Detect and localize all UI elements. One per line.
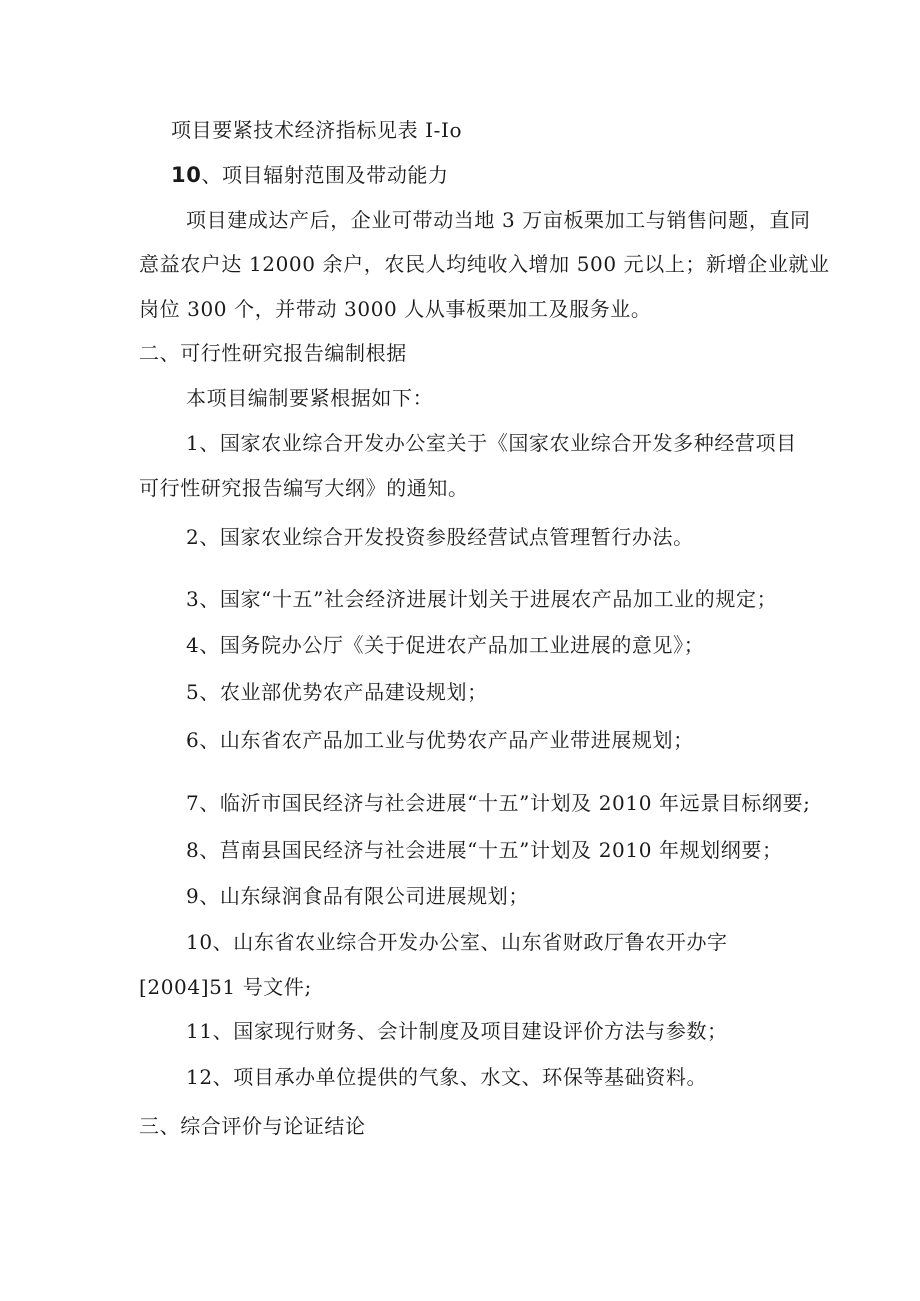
section-10-title: 、项目辐射范围及带动能力 xyxy=(201,163,449,187)
section-2-heading: 二、可行性研究报告编制根据 xyxy=(139,341,407,365)
basis-item-1-line-1: 1、国家农业综合开发办公室关于《国家农业综合开发多种经营项目 xyxy=(186,431,797,455)
basis-item-7: 7、临沂市国民经济与社会进展“十五”计划及 2010 年远景目标纲要; xyxy=(186,791,811,815)
table-reference: 项目要紧技术经济指标见表 I-Io xyxy=(171,118,463,142)
basis-item-8: 8、莒南县国民经济与社会进展“十五”计划及 2010 年规划纲要； xyxy=(186,838,783,862)
basis-item-3: 3、国家“十五”社会经济进展计划关于进展农产品加工业的规定； xyxy=(186,587,778,611)
section-10-number: 10 xyxy=(171,163,202,187)
basis-item-10-line-2: [2004]51 号文件; xyxy=(139,975,312,999)
basis-item-11: 11、国家现行财务、会计制度及项目建设评价方法与参数； xyxy=(186,1019,728,1043)
section-10-para-line-3: 岗位 300 个，并带动 3000 人从事板栗加工及服务业。 xyxy=(139,297,652,321)
section-2-intro: 本项目编制要紧根据如下： xyxy=(186,386,434,410)
basis-item-4: 4、国务院办公厅《关于促进农产品加工业进展的意见》； xyxy=(186,633,705,657)
section-10-para-line-2: 意益农户达 12000 余户，农民人均纯收入增加 500 元以上；新增企业就业 xyxy=(139,252,830,276)
basis-item-9: 9、山东绿润食品有限公司进展规划； xyxy=(186,884,529,908)
basis-item-2: 2、国家农业综合开发投资参股经营试点管理暂行办法。 xyxy=(186,525,694,549)
basis-item-12: 12、项目承办单位提供的气象、水文、环保等基础资料。 xyxy=(186,1065,708,1089)
section-3-heading: 三、综合评价与论证结论 xyxy=(139,1114,366,1138)
basis-item-6: 6、山东省农产品加工业与优势农产品产业带进展规划； xyxy=(186,728,694,752)
basis-item-1-line-2: 可行性研究报告编写大纲》的通知。 xyxy=(139,476,469,500)
section-10-para-line-1: 项目建成达产后，企业可带动当地 3 万亩板栗加工与销售问题，直同 xyxy=(186,208,811,232)
section-10-heading xyxy=(171,161,449,189)
basis-item-5: 5、农业部优势农产品建设规划； xyxy=(186,680,488,704)
basis-item-10-line-1: 10、山东省农业综合开发办公室、山东省财政厅鲁农开办字 xyxy=(186,930,728,954)
